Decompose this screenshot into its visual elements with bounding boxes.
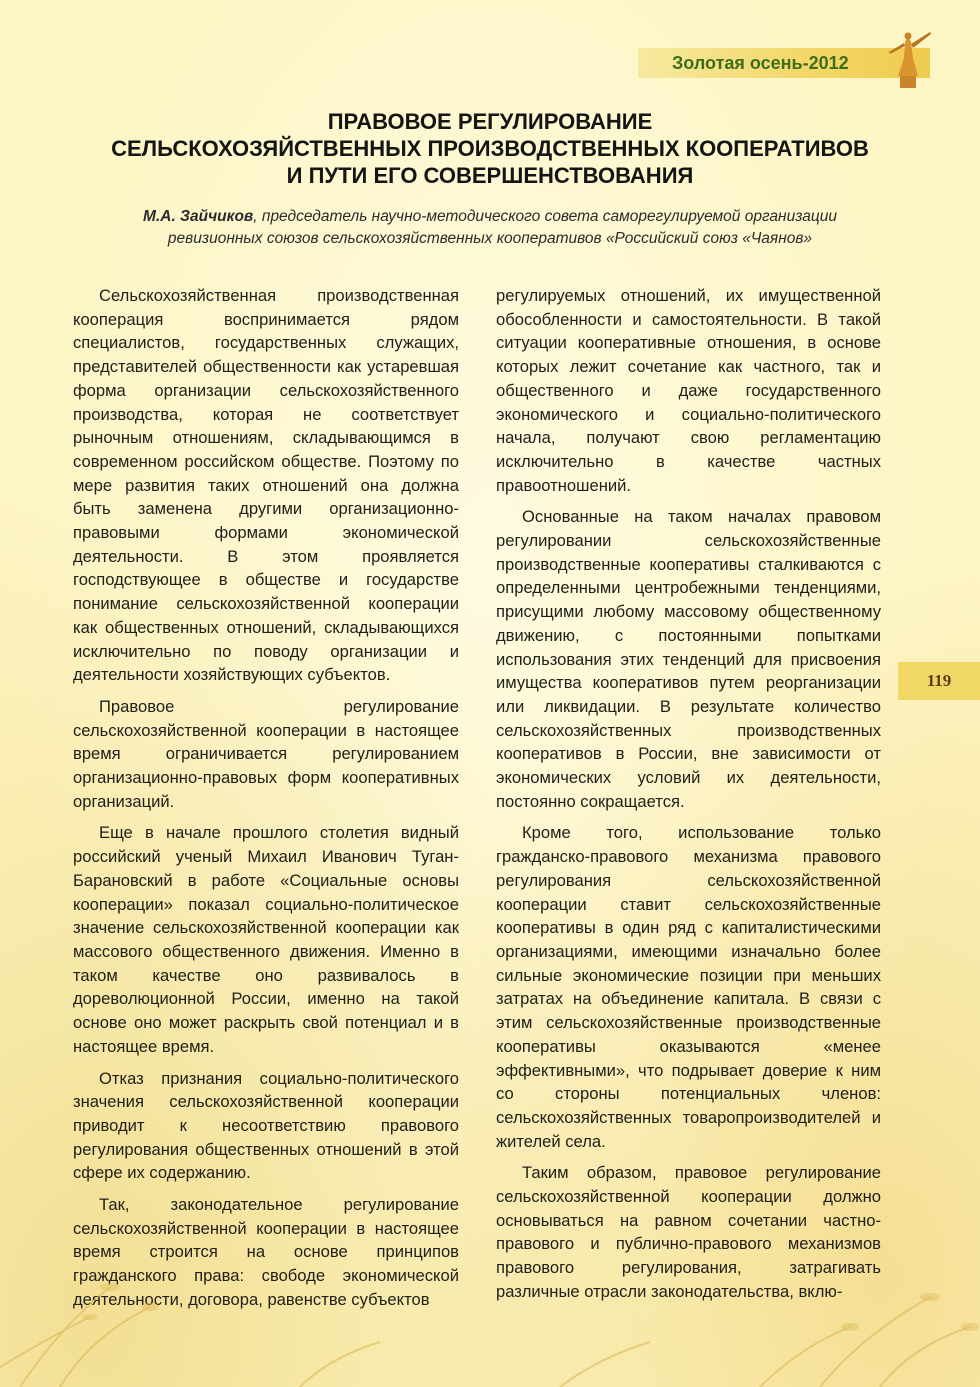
article-title (60, 108, 920, 189)
paragraph: Еще в начале прошлого столетия видный российский ученый Михаил Иванович Туган-Барановский в работе «Социальные основы кооперации» показал социально-политическое значение сельскохозяйственной кооперации как массового общественного движения. Именно в таком качестве оно развивалось в дореволюционной России, именно на такой основе оно может раскрыть свой потенциал и в настоящее время. (73, 823, 459, 1056)
left-column (73, 284, 459, 1320)
paragraph: Таким образом, правовое регулирование сельскохозяйственной кооперации должно основываться на равном сочетании частно-правового и публично-правового механизмов правового регулирования, затрагивать различные отрасли законодательства, вклю- (496, 1163, 881, 1301)
paragraph: Основанные на таком началах правовом регулировании сельскохозяйственные производственные кооперативы сталкиваются с определенными центробежными тенденциями, присущими любому массовому общественному движению, с постоянными попытками использования этих тенденций для присвоения имущества кооперативов путем реорганизации или ликвидации. В результате количество сельскохозяйственных производственных кооперативов в России, вне зависимости от экономических условий их деятельности, постоянно сокращается. (496, 507, 881, 811)
page-number: 119 (926, 671, 952, 690)
author-position: , председатель научно-методического совета саморегулируемой организации (253, 208, 837, 225)
title-line: ПРАВОВОЕ РЕГУЛИРОВАНИЕ (327, 109, 653, 134)
author-position-cont: ревизионных союзов сельскохозяйственных кооперативов «Российский союз «Чаянов» (167, 230, 813, 247)
paragraph: регулируемых отношений, их имущественной обособленности и самостоятельности. В такой ситуации кооперативные отношения, в основе которых лежит сочетание как частного, так и общественного и даже государственного экономического и социально-политического начала, получают свою регламентацию исключительно в качестве частных правоотношений. (496, 286, 881, 495)
paragraph: Сельскохозяйственная производственная кооперация воспринимается рядом специалистов, государственных служащих, представителей общественности как устаревшая форма организации сельскохозяйственного производства, которая не соответствует рыночным отношениям, складывающимся в современном российском обществе. Поэтому по мере развития таких отношений она должна быть заменена другими организационно-правовыми формами экономической деятельности. В этом проявляется господствующее в обществе и государстве понимание сельскохозяйственной кооперации как общественных отношений, складывающихся исключительно по поводу организации и деятельности хозяйствующих субъектов. (73, 286, 459, 685)
title-line: И ПУТИ ЕГО СОВЕРШЕНСТВОВАНИЯ (286, 163, 694, 188)
title-line: СЕЛЬСКОХОЗЯЙСТВЕННЫХ ПРОИЗВОДСТВЕННЫХ КООПЕРАТИВОВ (111, 136, 869, 161)
motherland-statue-icon (878, 28, 940, 90)
paragraph: Так, законодательное регулирование сельскохозяйственной кооперации в настоящее время строится на основе принципов гражданского права: свободе экономической деятельности, договора, равенстве субъектов (73, 1195, 459, 1309)
page-number-tab (898, 662, 980, 700)
series-title: Золотая осень-2012 (672, 52, 849, 73)
author-name: М.А. Зайчиков (143, 208, 254, 225)
right-column (496, 284, 881, 1312)
author-byline (70, 206, 910, 250)
paragraph: Правовое регулирование сельскохозяйственной кооперации в настоящее время ограничивается регулированием организационно-правовых форм кооперативных организаций. (73, 696, 459, 811)
paragraph: Кроме того, использование только гражданско-правового механизма правового регулирования сельскохозяйственной кооперации ставит сельскохозяйственные кооперативы в один ряд с капиталистическими организациями, имеющими изначально более сильные экономические позиции при меньших затратах на объединение капитала. В связи с этим сельскохозяйственные производственные кооперативы оказываются «менее эффективными», что подрывает доверие к ним со стороны потенциальных членов: сельскохозяйственных товаропроизводителей и жителей села. (496, 823, 881, 1151)
paragraph: Отказ признания социально-политического значения сельскохозяйственной кооперации приводит к несоответствию правового регулирования общественных отношений в этой сфере их содержанию. (73, 1068, 459, 1183)
